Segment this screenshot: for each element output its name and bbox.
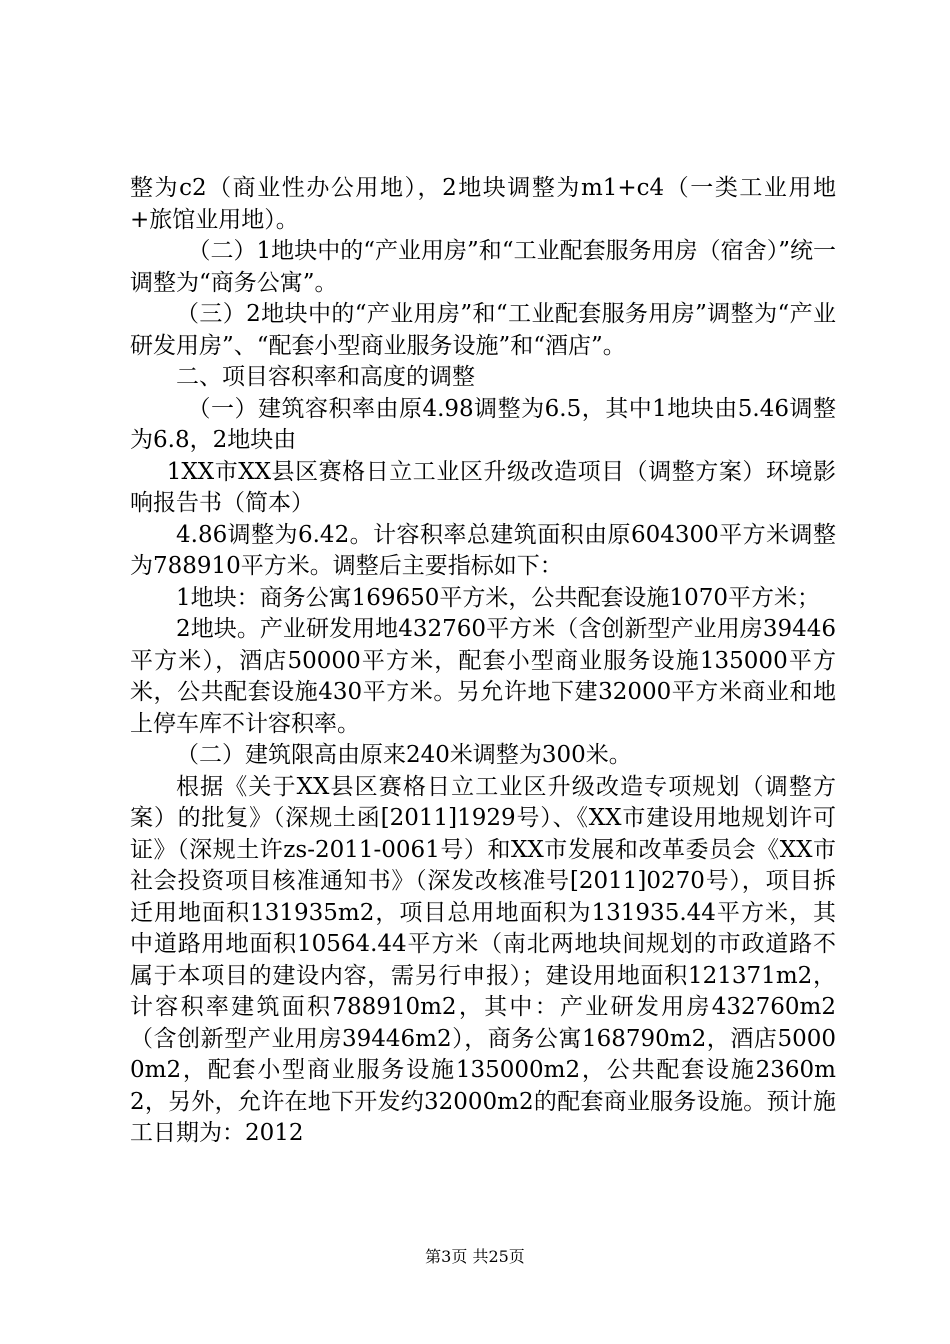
paragraph-plot-ratio: （一）建筑容积率由原4.98调整为6.5，其中1地块由5.46调整为6.8，2地块由 [130,395,836,453]
page-footer: 第3页 共25页 [425,1247,525,1266]
paragraph-gross-floor-area: 4.86调整为6.42。计容积率总建筑面积由原604300平方米调整为788910平方米。调整后主要指标如下： [130,521,836,579]
document-page [130,173,836,1150]
paragraph-item-2: （二）1地块中的“产业用房”和“工业配套服务用房（宿舍）”统一调整为“商务公寓”。 [130,238,836,296]
section-heading-plot-ratio: 二、项目容积率和高度的调整 [176,364,475,390]
paragraph-land-use-adjustment: 整为c2（商业性办公用地），2地块调整为m1+c4（一类工业用地+旅馆业用地）。 [130,175,836,233]
paragraph-height-limit: （二）建筑限高由原来240米调整为300米。 [176,742,632,768]
running-header-report-title: 1XX市XX县区赛格日立工业区升级改造项目（调整方案）环境影响报告书（简本） [130,458,836,516]
paragraph-item-3: （三）2地块中的“产业用房”和“工业配套服务用房”调整为“产业研发用房”、“配套小型商业服务设施”和“酒店”。 [130,301,836,359]
paragraph-plot-1: 1地块：商务公寓169650平方米，公共配套设施1070平方米； [176,584,820,611]
paragraph-approval-basis: 根据《关于XX县区赛格日立工业区升级改造专项规划（调整方案）的批复》（深规土函[2011]1929号）、《XX市建设用地规划许可证》（深规土许zs-2011-0061号）和XX市发展和改革委员会《XX市社会投资项目核准通知书》（深发改核准号[2011]0270号），项目拆迁用地面积131935m2，项目总用地面积为131935.44平方米，其中道路用地面积10564.44平方米（南北两地块间规划的市政道路不属于本项目的建设内容，需另行申报）；建设用地面积121371m2，计容积率建筑面积788910m2，其中：产业研发用房432760m2（含创新型产业用房39446m2），商务公寓168790m2，酒店50000m2，配套小型商业服务设施135000m2，公共配套设施2360m2，另外，允许在地下开发约32000m2的配套商业服务设施。预计施工日期为：2012 [130,773,836,1146]
paragraph-plot-2: 2地块。产业研发用地432760平方米（含创新型产业用房39446平方米），酒店50000平方米，配套小型商业服务设施135000平方米，公共配套设施430平方米。另允许地下建32000平方米商业和地上停车库不计容积率。 [130,616,836,737]
